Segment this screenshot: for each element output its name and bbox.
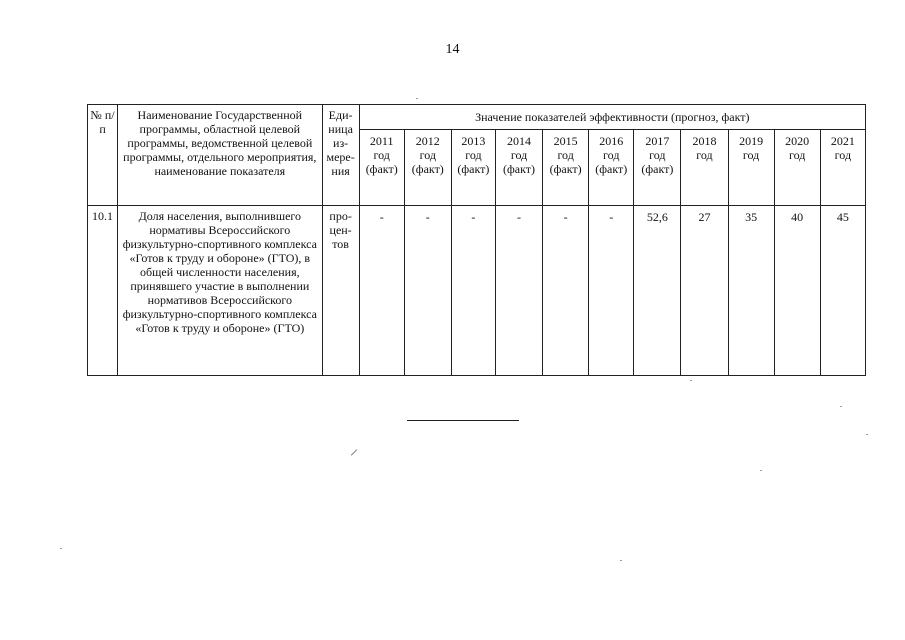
row-value-2015: - <box>543 206 589 376</box>
header-year-2019: 2019 год <box>728 130 774 206</box>
header-num: № п/п <box>88 105 118 206</box>
header-row-top <box>88 105 866 130</box>
row-value-2020: 40 <box>774 206 820 376</box>
end-separator-line <box>407 420 519 421</box>
row-value-2013: - <box>451 206 495 376</box>
scan-speck <box>416 98 418 99</box>
row-value-2012: - <box>404 206 451 376</box>
header-year-2020: 2020 год <box>774 130 820 206</box>
scan-speck <box>60 548 62 549</box>
table-row <box>88 206 866 376</box>
row-value-2021: 45 <box>820 206 865 376</box>
row-unit: про-цен-тов <box>322 206 359 376</box>
header-year-2013: 2013 год (факт) <box>451 130 495 206</box>
header-year-2018: 2018 год <box>681 130 728 206</box>
header-group: Значение показателей эффективности (прогноз, факт) <box>359 105 865 130</box>
row-indicator-name: Доля населения, выполнившего нормативы Всероссийского физкультурно-спортивного комплекса «Готов к труду и обороне» (ГТО), в общей численности населения, принявшего участие в выполнении нормативов Всероссийского физкультурно-спортивного комплекса «Готов к труду и обороне» (ГТО) <box>118 206 323 376</box>
scan-speck <box>866 434 868 435</box>
row-value-2017: 52,6 <box>634 206 681 376</box>
scan-pen-mark <box>351 449 357 455</box>
row-value-2018: 27 <box>681 206 728 376</box>
header-year-2016: 2016 год (факт) <box>589 130 634 206</box>
scan-speck <box>840 406 842 407</box>
indicators-table <box>87 104 866 376</box>
header-year-2021: 2021 год <box>820 130 865 206</box>
page-number: 14 <box>445 42 460 57</box>
row-num: 10.1 <box>88 206 118 376</box>
header-year-2014: 2014 год (факт) <box>495 130 542 206</box>
row-value-2019: 35 <box>728 206 774 376</box>
header-year-2012: 2012 год (факт) <box>404 130 451 206</box>
table-body <box>88 206 866 376</box>
scan-speck <box>690 380 692 381</box>
header-year-2011: 2011 год (факт) <box>359 130 404 206</box>
header-year-2015: 2015 год (факт) <box>543 130 589 206</box>
row-value-2016: - <box>589 206 634 376</box>
row-value-2011: - <box>359 206 404 376</box>
header-year-2017: 2017 год (факт) <box>634 130 681 206</box>
header-name: Наименование Государственной программы, областной целевой программы, ведомственной целевой программы, отдельного мероприятия, наименование показателя <box>118 105 323 206</box>
scan-speck <box>620 560 622 561</box>
header-unit: Еди-ница из-мере-ния <box>322 105 359 206</box>
row-value-2014: - <box>495 206 542 376</box>
scan-speck <box>760 470 762 471</box>
